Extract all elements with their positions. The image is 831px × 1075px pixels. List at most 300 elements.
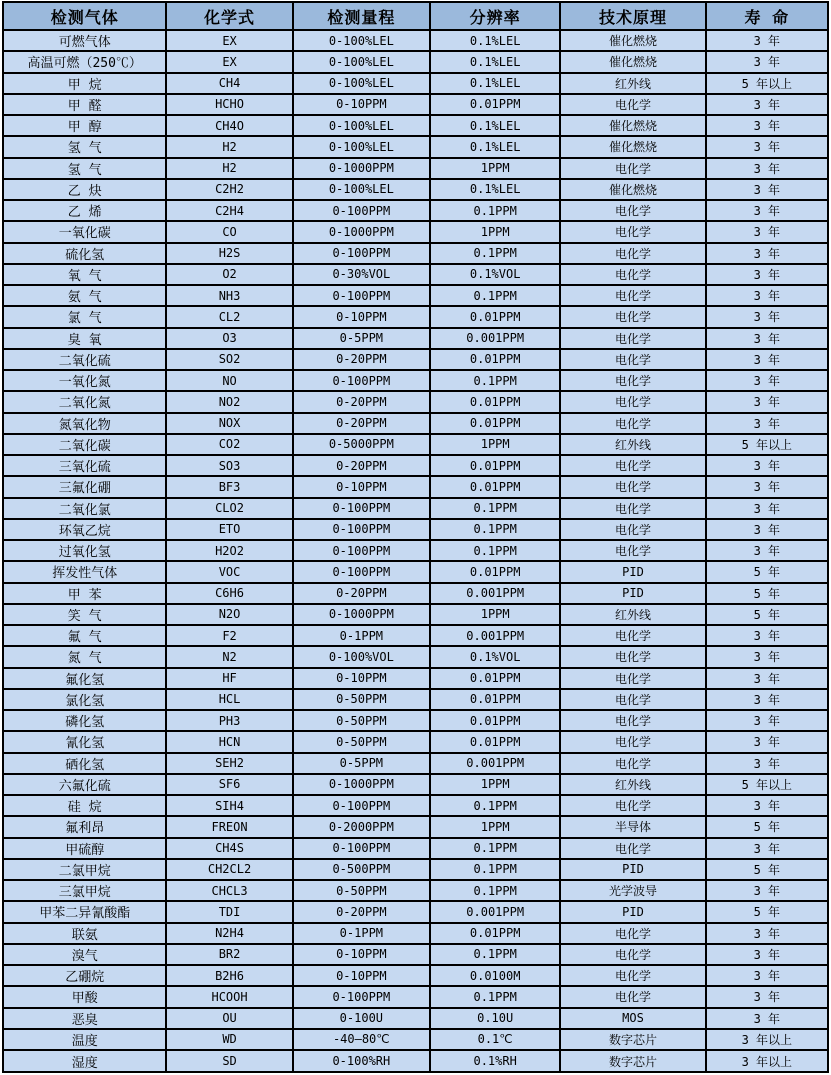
table-row xyxy=(3,668,828,689)
cell-resolution: 0.01PPM xyxy=(430,561,560,582)
table-row xyxy=(3,349,828,370)
cell-range: 0-100PPM xyxy=(293,986,430,1007)
cell-formula: SIH4 xyxy=(166,795,292,816)
cell-resolution: 0.1PPM xyxy=(430,859,560,880)
cell-range: 0-50PPM xyxy=(293,689,430,710)
cell-gas: 氢 气 xyxy=(3,136,166,157)
cell-gas: 二氧化氯 xyxy=(3,498,166,519)
table-row xyxy=(3,880,828,901)
cell-resolution: 0.1%LEL xyxy=(430,73,560,94)
table-row xyxy=(3,221,828,242)
cell-gas: 氧 气 xyxy=(3,264,166,285)
cell-gas: 过氧化氢 xyxy=(3,540,166,561)
gas-detection-spec-table xyxy=(2,1,829,1073)
cell-range: 0-1000PPM xyxy=(293,604,430,625)
cell-range: 0-10PPM xyxy=(293,668,430,689)
cell-resolution: 0.1%VOL xyxy=(430,646,560,667)
table-row xyxy=(3,179,828,200)
table-row xyxy=(3,200,828,221)
cell-gas: 氟 气 xyxy=(3,625,166,646)
cell-gas: 氨 气 xyxy=(3,285,166,306)
cell-principle: 电化学 xyxy=(560,264,705,285)
column-header-lifespan: 寿 命 xyxy=(706,2,828,30)
cell-principle: 电化学 xyxy=(560,731,705,752)
cell-lifespan: 3 年 xyxy=(706,243,828,264)
cell-gas: 氰化氢 xyxy=(3,731,166,752)
cell-formula: BR2 xyxy=(166,944,292,965)
cell-gas: 硒化氢 xyxy=(3,753,166,774)
cell-resolution: 1PPM xyxy=(430,604,560,625)
cell-range: 0-1000PPM xyxy=(293,158,430,179)
cell-range: 0-1PPM xyxy=(293,625,430,646)
cell-resolution: 0.1PPM xyxy=(430,498,560,519)
cell-resolution: 0.1PPM xyxy=(430,519,560,540)
cell-lifespan: 3 年 xyxy=(706,158,828,179)
cell-lifespan: 3 年 xyxy=(706,179,828,200)
cell-formula: NOX xyxy=(166,413,292,434)
cell-formula: N2O xyxy=(166,604,292,625)
cell-resolution: 0.01PPM xyxy=(430,391,560,412)
cell-lifespan: 3 年 xyxy=(706,753,828,774)
cell-principle: 催化燃烧 xyxy=(560,179,705,200)
cell-formula: PH3 xyxy=(166,710,292,731)
cell-lifespan: 3 年 xyxy=(706,285,828,306)
cell-formula: B2H6 xyxy=(166,965,292,986)
cell-formula: CL2 xyxy=(166,306,292,327)
cell-resolution: 0.1PPM xyxy=(430,370,560,391)
cell-range: 0-1000PPM xyxy=(293,774,430,795)
cell-range: 0-100PPM xyxy=(293,519,430,540)
cell-lifespan: 5 年 xyxy=(706,816,828,837)
cell-principle: 电化学 xyxy=(560,370,705,391)
cell-lifespan: 5 年 xyxy=(706,859,828,880)
cell-resolution: 0.1%LEL xyxy=(430,136,560,157)
table-row xyxy=(3,583,828,604)
cell-principle: 电化学 xyxy=(560,944,705,965)
cell-formula: HCL xyxy=(166,689,292,710)
cell-formula: HCHO xyxy=(166,94,292,115)
cell-resolution: 0.1%LEL xyxy=(430,51,560,72)
cell-formula: CO2 xyxy=(166,434,292,455)
table-row xyxy=(3,1008,828,1029)
cell-formula: BF3 xyxy=(166,476,292,497)
cell-formula: CO xyxy=(166,221,292,242)
cell-principle: 半导体 xyxy=(560,816,705,837)
cell-formula: HCN xyxy=(166,731,292,752)
cell-formula: ETO xyxy=(166,519,292,540)
table-row xyxy=(3,816,828,837)
cell-lifespan: 3 年 xyxy=(706,880,828,901)
cell-range: 0-5PPM xyxy=(293,753,430,774)
cell-principle: 红外线 xyxy=(560,604,705,625)
cell-formula: SO2 xyxy=(166,349,292,370)
cell-range: 0-100%LEL xyxy=(293,136,430,157)
table-row xyxy=(3,413,828,434)
cell-gas: 三氯甲烷 xyxy=(3,880,166,901)
cell-resolution: 0.0100M xyxy=(430,965,560,986)
cell-formula: N2H4 xyxy=(166,923,292,944)
cell-formula: HF xyxy=(166,668,292,689)
table-row xyxy=(3,306,828,327)
cell-range: 0-10PPM xyxy=(293,944,430,965)
table-body xyxy=(3,30,828,1072)
cell-principle: 电化学 xyxy=(560,965,705,986)
cell-formula: CHCL3 xyxy=(166,880,292,901)
cell-gas: 乙 烯 xyxy=(3,200,166,221)
cell-lifespan: 3 年以上 xyxy=(706,1050,828,1072)
cell-principle: 电化学 xyxy=(560,710,705,731)
cell-formula: C6H6 xyxy=(166,583,292,604)
cell-gas: 甲 烷 xyxy=(3,73,166,94)
cell-principle: 电化学 xyxy=(560,753,705,774)
cell-formula: C2H2 xyxy=(166,179,292,200)
cell-principle: PID xyxy=(560,583,705,604)
cell-gas: 氢 气 xyxy=(3,158,166,179)
cell-formula: EX xyxy=(166,51,292,72)
cell-lifespan: 5 年以上 xyxy=(706,73,828,94)
cell-lifespan: 3 年 xyxy=(706,328,828,349)
cell-range: 0-20PPM xyxy=(293,901,430,922)
cell-gas: 一氧化氮 xyxy=(3,370,166,391)
cell-principle: 红外线 xyxy=(560,434,705,455)
table-row xyxy=(3,731,828,752)
cell-gas: 笑 气 xyxy=(3,604,166,625)
table-row xyxy=(3,158,828,179)
cell-range: 0-20PPM xyxy=(293,583,430,604)
cell-resolution: 0.1PPM xyxy=(430,285,560,306)
cell-range: 0-100PPM xyxy=(293,498,430,519)
cell-resolution: 0.01PPM xyxy=(430,413,560,434)
cell-range: 0-100%LEL xyxy=(293,179,430,200)
cell-lifespan: 3 年 xyxy=(706,710,828,731)
cell-range: 0-20PPM xyxy=(293,455,430,476)
table-row xyxy=(3,710,828,731)
cell-range: 0-10PPM xyxy=(293,94,430,115)
cell-principle: 催化燃烧 xyxy=(560,30,705,51)
cell-gas: 联氨 xyxy=(3,923,166,944)
cell-lifespan: 5 年 xyxy=(706,561,828,582)
cell-range: 0-500PPM xyxy=(293,859,430,880)
table-header xyxy=(3,2,828,30)
cell-gas: 氮氧化物 xyxy=(3,413,166,434)
cell-resolution: 0.1%LEL xyxy=(430,179,560,200)
table-row xyxy=(3,73,828,94)
cell-resolution: 0.1%RH xyxy=(430,1050,560,1072)
cell-lifespan: 5 年 xyxy=(706,604,828,625)
table-row xyxy=(3,264,828,285)
cell-gas: 恶臭 xyxy=(3,1008,166,1029)
cell-resolution: 0.01PPM xyxy=(430,349,560,370)
cell-lifespan: 3 年 xyxy=(706,986,828,1007)
cell-range: 0-50PPM xyxy=(293,731,430,752)
cell-lifespan: 3 年 xyxy=(706,689,828,710)
cell-gas: 氯 气 xyxy=(3,306,166,327)
table-row xyxy=(3,370,828,391)
cell-principle: PID xyxy=(560,561,705,582)
cell-lifespan: 3 年 xyxy=(706,264,828,285)
cell-lifespan: 3 年 xyxy=(706,795,828,816)
cell-lifespan: 5 年 xyxy=(706,901,828,922)
cell-principle: 电化学 xyxy=(560,200,705,221)
table-row xyxy=(3,689,828,710)
cell-resolution: 0.001PPM xyxy=(430,753,560,774)
cell-gas: 甲 醛 xyxy=(3,94,166,115)
cell-range: 0-10PPM xyxy=(293,306,430,327)
cell-resolution: 1PPM xyxy=(430,434,560,455)
table-row xyxy=(3,51,828,72)
cell-range: 0-5PPM xyxy=(293,328,430,349)
cell-principle: PID xyxy=(560,901,705,922)
cell-resolution: 0.01PPM xyxy=(430,731,560,752)
cell-resolution: 0.1PPM xyxy=(430,880,560,901)
cell-range: 0-100PPM xyxy=(293,243,430,264)
cell-range: 0-100%LEL xyxy=(293,115,430,136)
cell-lifespan: 3 年 xyxy=(706,136,828,157)
cell-formula: EX xyxy=(166,30,292,51)
cell-principle: 电化学 xyxy=(560,94,705,115)
table-row xyxy=(3,30,828,51)
cell-resolution: 0.1PPM xyxy=(430,986,560,1007)
cell-gas: 环氧乙烷 xyxy=(3,519,166,540)
cell-principle: 电化学 xyxy=(560,923,705,944)
cell-formula: H2 xyxy=(166,136,292,157)
cell-principle: 电化学 xyxy=(560,221,705,242)
table-row xyxy=(3,774,828,795)
table-row xyxy=(3,753,828,774)
cell-formula: H2S xyxy=(166,243,292,264)
cell-formula: SD xyxy=(166,1050,292,1072)
column-header-principle: 技术原理 xyxy=(560,2,705,30)
cell-principle: 催化燃烧 xyxy=(560,136,705,157)
cell-resolution: 0.1PPM xyxy=(430,795,560,816)
table-row xyxy=(3,136,828,157)
cell-range: 0-100PPM xyxy=(293,200,430,221)
table-row xyxy=(3,94,828,115)
cell-formula: CH4 xyxy=(166,73,292,94)
cell-resolution: 0.01PPM xyxy=(430,689,560,710)
cell-resolution: 0.001PPM xyxy=(430,625,560,646)
cell-range: 0-20PPM xyxy=(293,349,430,370)
cell-range: 0-10PPM xyxy=(293,965,430,986)
cell-resolution: 0.1%VOL xyxy=(430,264,560,285)
table-row xyxy=(3,243,828,264)
cell-resolution: 0.01PPM xyxy=(430,455,560,476)
cell-lifespan: 3 年 xyxy=(706,370,828,391)
cell-gas: 湿度 xyxy=(3,1050,166,1072)
cell-gas: 挥发性气体 xyxy=(3,561,166,582)
column-header-formula: 化学式 xyxy=(166,2,292,30)
cell-range: 0-20PPM xyxy=(293,413,430,434)
table-row xyxy=(3,115,828,136)
cell-resolution: 0.01PPM xyxy=(430,710,560,731)
cell-range: 0-100PPM xyxy=(293,370,430,391)
cell-principle: 电化学 xyxy=(560,413,705,434)
cell-lifespan: 3 年 xyxy=(706,30,828,51)
cell-resolution: 0.10U xyxy=(430,1008,560,1029)
table-row xyxy=(3,455,828,476)
cell-resolution: 0.1PPM xyxy=(430,838,560,859)
cell-resolution: 0.1℃ xyxy=(430,1029,560,1050)
cell-gas: 甲 苯 xyxy=(3,583,166,604)
cell-lifespan: 3 年 xyxy=(706,349,828,370)
cell-formula: CH4O xyxy=(166,115,292,136)
cell-range: 0-100U xyxy=(293,1008,430,1029)
cell-gas: 温度 xyxy=(3,1029,166,1050)
cell-lifespan: 3 年 xyxy=(706,476,828,497)
table-row xyxy=(3,434,828,455)
cell-formula: CLO2 xyxy=(166,498,292,519)
cell-principle: 电化学 xyxy=(560,455,705,476)
cell-gas: 氟利昂 xyxy=(3,816,166,837)
cell-lifespan: 3 年 xyxy=(706,646,828,667)
cell-resolution: 0.01PPM xyxy=(430,476,560,497)
cell-formula: FREON xyxy=(166,816,292,837)
cell-principle: 红外线 xyxy=(560,774,705,795)
table-row xyxy=(3,540,828,561)
table-row xyxy=(3,604,828,625)
cell-principle: 电化学 xyxy=(560,986,705,1007)
cell-gas: 氮 气 xyxy=(3,646,166,667)
cell-gas: 甲苯二异氰酸酯 xyxy=(3,901,166,922)
cell-lifespan: 3 年 xyxy=(706,413,828,434)
cell-lifespan: 3 年 xyxy=(706,200,828,221)
cell-range: -40—80℃ xyxy=(293,1029,430,1050)
cell-lifespan: 3 年 xyxy=(706,498,828,519)
cell-resolution: 0.1PPM xyxy=(430,200,560,221)
cell-lifespan: 3 年 xyxy=(706,306,828,327)
cell-range: 0-100PPM xyxy=(293,838,430,859)
table-row xyxy=(3,859,828,880)
table-row xyxy=(3,1050,828,1072)
cell-gas: 硫化氢 xyxy=(3,243,166,264)
cell-gas: 三氟化硼 xyxy=(3,476,166,497)
header-row xyxy=(3,2,828,30)
cell-lifespan: 3 年 xyxy=(706,221,828,242)
cell-resolution: 1PPM xyxy=(430,816,560,837)
table-row xyxy=(3,1029,828,1050)
cell-resolution: 0.1PPM xyxy=(430,540,560,561)
cell-formula: HCOOH xyxy=(166,986,292,1007)
cell-formula: VOC xyxy=(166,561,292,582)
cell-lifespan: 3 年 xyxy=(706,115,828,136)
cell-formula: NH3 xyxy=(166,285,292,306)
cell-range: 0-1000PPM xyxy=(293,221,430,242)
cell-principle: 电化学 xyxy=(560,306,705,327)
cell-lifespan: 3 年 xyxy=(706,838,828,859)
cell-range: 0-50PPM xyxy=(293,710,430,731)
cell-lifespan: 3 年以上 xyxy=(706,1029,828,1050)
cell-range: 0-30%VOL xyxy=(293,264,430,285)
cell-formula: H2 xyxy=(166,158,292,179)
cell-principle: 催化燃烧 xyxy=(560,115,705,136)
cell-gas: 三氧化硫 xyxy=(3,455,166,476)
cell-principle: 电化学 xyxy=(560,391,705,412)
cell-principle: 电化学 xyxy=(560,158,705,179)
cell-principle: 电化学 xyxy=(560,328,705,349)
cell-principle: 电化学 xyxy=(560,795,705,816)
table-row xyxy=(3,285,828,306)
cell-formula: NO2 xyxy=(166,391,292,412)
cell-resolution: 0.001PPM xyxy=(430,583,560,604)
cell-gas: 乙硼烷 xyxy=(3,965,166,986)
table-row xyxy=(3,476,828,497)
cell-gas: 氟化氢 xyxy=(3,668,166,689)
cell-gas: 二氧化碳 xyxy=(3,434,166,455)
cell-principle: 电化学 xyxy=(560,243,705,264)
cell-principle: 电化学 xyxy=(560,625,705,646)
table-row xyxy=(3,965,828,986)
cell-range: 0-1PPM xyxy=(293,923,430,944)
cell-range: 0-100PPM xyxy=(293,285,430,306)
cell-range: 0-10PPM xyxy=(293,476,430,497)
cell-lifespan: 3 年 xyxy=(706,94,828,115)
cell-lifespan: 3 年 xyxy=(706,391,828,412)
cell-lifespan: 3 年 xyxy=(706,923,828,944)
cell-principle: 数字芯片 xyxy=(560,1029,705,1050)
cell-principle: 电化学 xyxy=(560,540,705,561)
column-header-gas: 检测气体 xyxy=(3,2,166,30)
cell-principle: 电化学 xyxy=(560,519,705,540)
cell-resolution: 1PPM xyxy=(430,774,560,795)
cell-lifespan: 3 年 xyxy=(706,731,828,752)
cell-range: 0-50PPM xyxy=(293,880,430,901)
cell-lifespan: 5 年以上 xyxy=(706,434,828,455)
cell-formula: SO3 xyxy=(166,455,292,476)
cell-principle: 红外线 xyxy=(560,73,705,94)
column-header-resolution: 分辨率 xyxy=(430,2,560,30)
cell-lifespan: 3 年 xyxy=(706,944,828,965)
cell-resolution: 0.001PPM xyxy=(430,328,560,349)
cell-gas: 二氯甲烷 xyxy=(3,859,166,880)
cell-formula: O3 xyxy=(166,328,292,349)
table-row xyxy=(3,923,828,944)
cell-gas: 甲 醇 xyxy=(3,115,166,136)
table-row xyxy=(3,838,828,859)
cell-principle: 催化燃烧 xyxy=(560,51,705,72)
cell-range: 0-100PPM xyxy=(293,561,430,582)
cell-principle: 电化学 xyxy=(560,498,705,519)
cell-gas: 六氟化硫 xyxy=(3,774,166,795)
cell-formula: OU xyxy=(166,1008,292,1029)
cell-range: 0-20PPM xyxy=(293,391,430,412)
cell-range: 0-2000PPM xyxy=(293,816,430,837)
cell-range: 0-100PPM xyxy=(293,540,430,561)
cell-principle: 电化学 xyxy=(560,349,705,370)
cell-gas: 甲酸 xyxy=(3,986,166,1007)
table-row xyxy=(3,646,828,667)
cell-formula: WD xyxy=(166,1029,292,1050)
cell-formula: SEH2 xyxy=(166,753,292,774)
cell-principle: 电化学 xyxy=(560,689,705,710)
table-row xyxy=(3,519,828,540)
cell-resolution: 0.01PPM xyxy=(430,306,560,327)
cell-range: 0-100%LEL xyxy=(293,30,430,51)
cell-gas: 一氧化碳 xyxy=(3,221,166,242)
cell-principle: 电化学 xyxy=(560,646,705,667)
cell-gas: 可燃气体 xyxy=(3,30,166,51)
cell-formula: TDI xyxy=(166,901,292,922)
cell-formula: SF6 xyxy=(166,774,292,795)
cell-principle: 电化学 xyxy=(560,838,705,859)
cell-principle: MOS xyxy=(560,1008,705,1029)
cell-lifespan: 3 年 xyxy=(706,625,828,646)
table-row xyxy=(3,625,828,646)
cell-lifespan: 5 年以上 xyxy=(706,774,828,795)
cell-range: 0-100%LEL xyxy=(293,51,430,72)
cell-principle: PID xyxy=(560,859,705,880)
table-row xyxy=(3,944,828,965)
cell-resolution: 0.01PPM xyxy=(430,668,560,689)
